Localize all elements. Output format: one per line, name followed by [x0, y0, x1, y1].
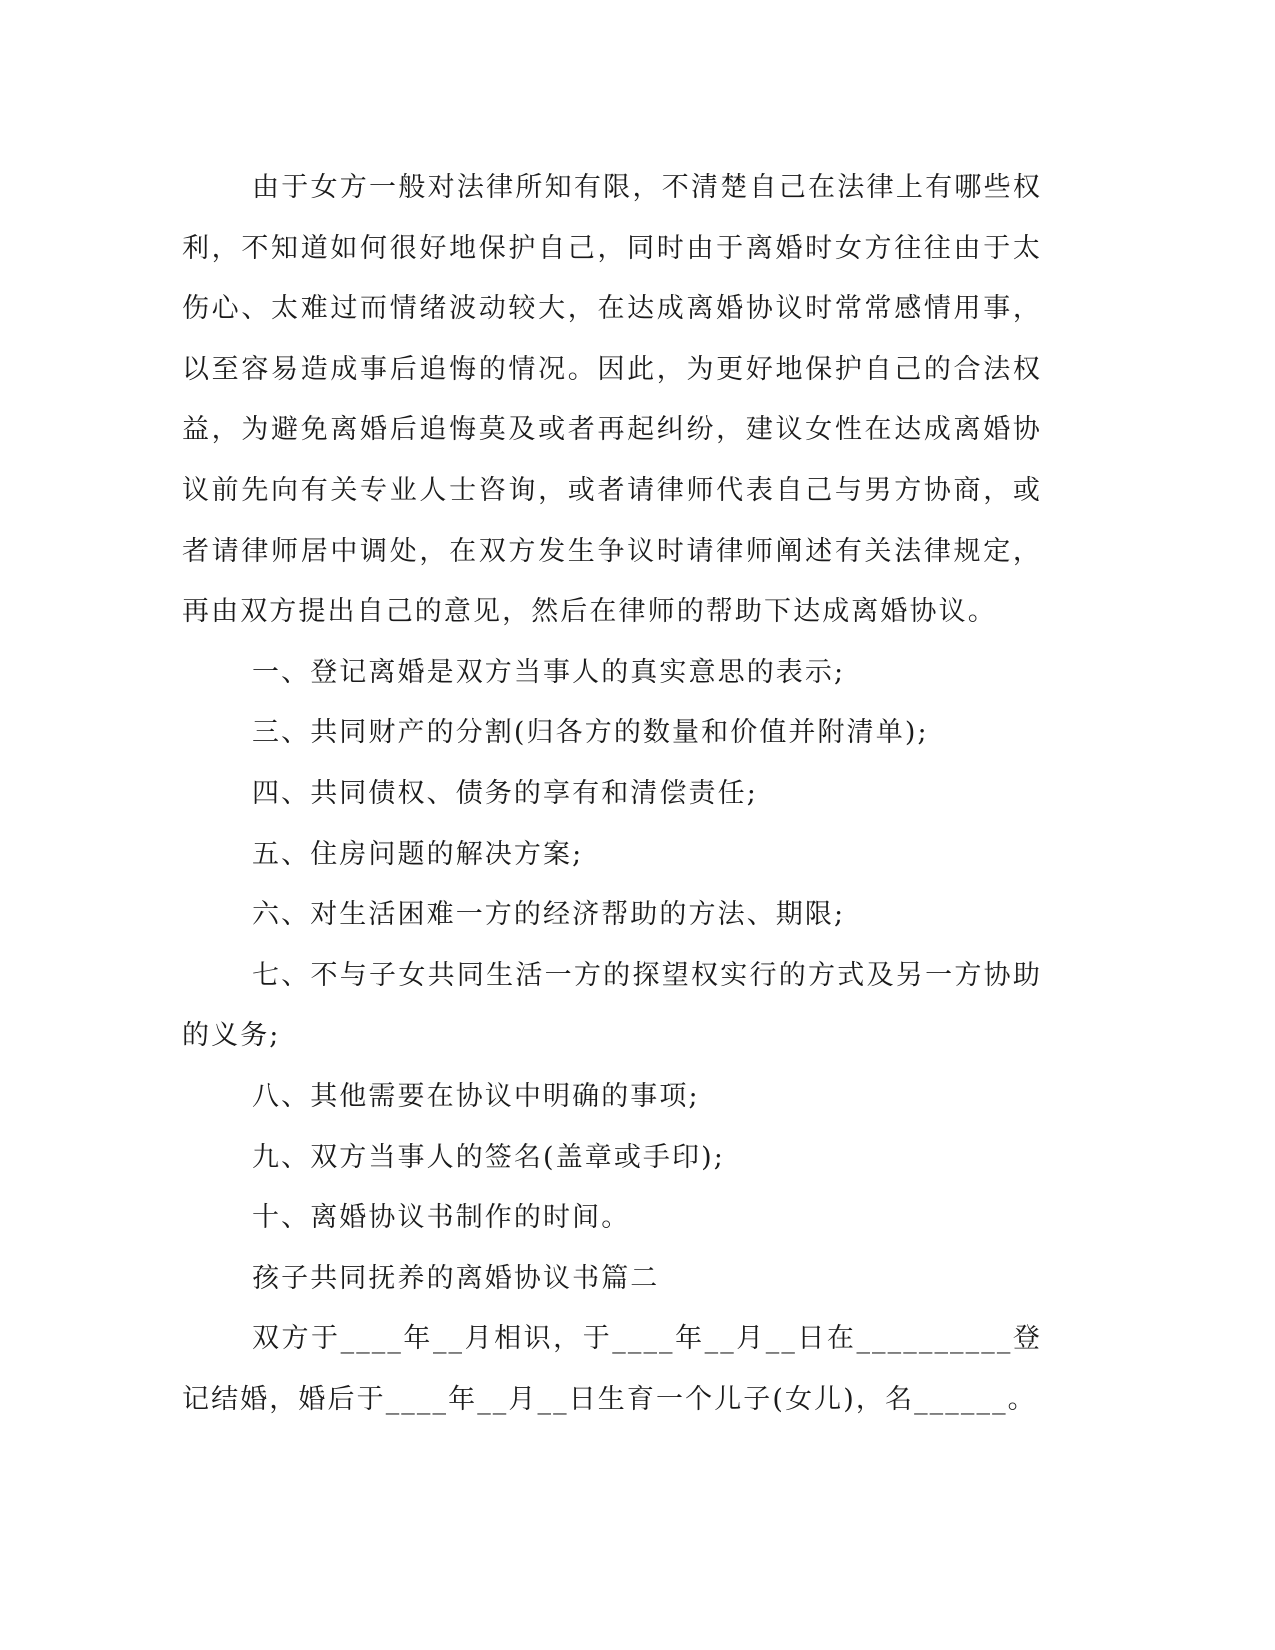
list-item-4: 四、共同债权、债务的享有和清偿责任;: [252, 777, 758, 809]
list-item-3: 三、共同财产的分割(归各方的数量和价值并附清单);: [252, 717, 929, 749]
list-item-7: 七、不与子女共同生活一方的探望权实行的方式及另一方协助的义务;: [182, 959, 1042, 1052]
list-item-9: 九、双方当事人的签名(盖章或手印);: [252, 1141, 725, 1173]
closing-paragraph: 双方于____年__月相识，于____年__月__日在__________登记结婚，婚后于____年__月__日生育一个儿子(女儿)，名______。: [182, 1323, 1042, 1415]
section-title: 孩子共同抚养的离婚协议书篇二: [252, 1262, 660, 1294]
list-item-8: 八、其他需要在协议中明确的事项;: [252, 1080, 700, 1112]
list-item-6: 六、对生活困难一方的经济帮助的方法、期限;: [252, 899, 846, 931]
list-item-5: 五、住房问题的解决方案;: [252, 838, 584, 870]
list-item-1: 一、登记离婚是双方当事人的真实意思的表示;: [252, 656, 846, 688]
list-item-10: 十、离婚协议书制作的时间。: [252, 1202, 631, 1234]
intro-paragraph: 由于女方一般对法律所知有限，不清楚自己在法律上有哪些权利，不知道如何很好地保护自己，同时由于离婚时女方往往由于太伤心、太难过而情绪波动较大，在达成离婚协议时常常感情用事，以至容易造成事后追悔的情况。因此，为更好地保护自己的合法权益，为避免离婚后追悔莫及或者再起纠纷，建议女性在达成离婚协议前先向有关专业人士咨询，或者请律师代表自己与男方协商，或者请律师居中调处，在双方发生争议时请律师阐述有关法律规定，再由双方提出自己的意见，然后在律师的帮助下达成离婚协议。: [182, 172, 1042, 628]
document-body: [182, 158, 1042, 1430]
